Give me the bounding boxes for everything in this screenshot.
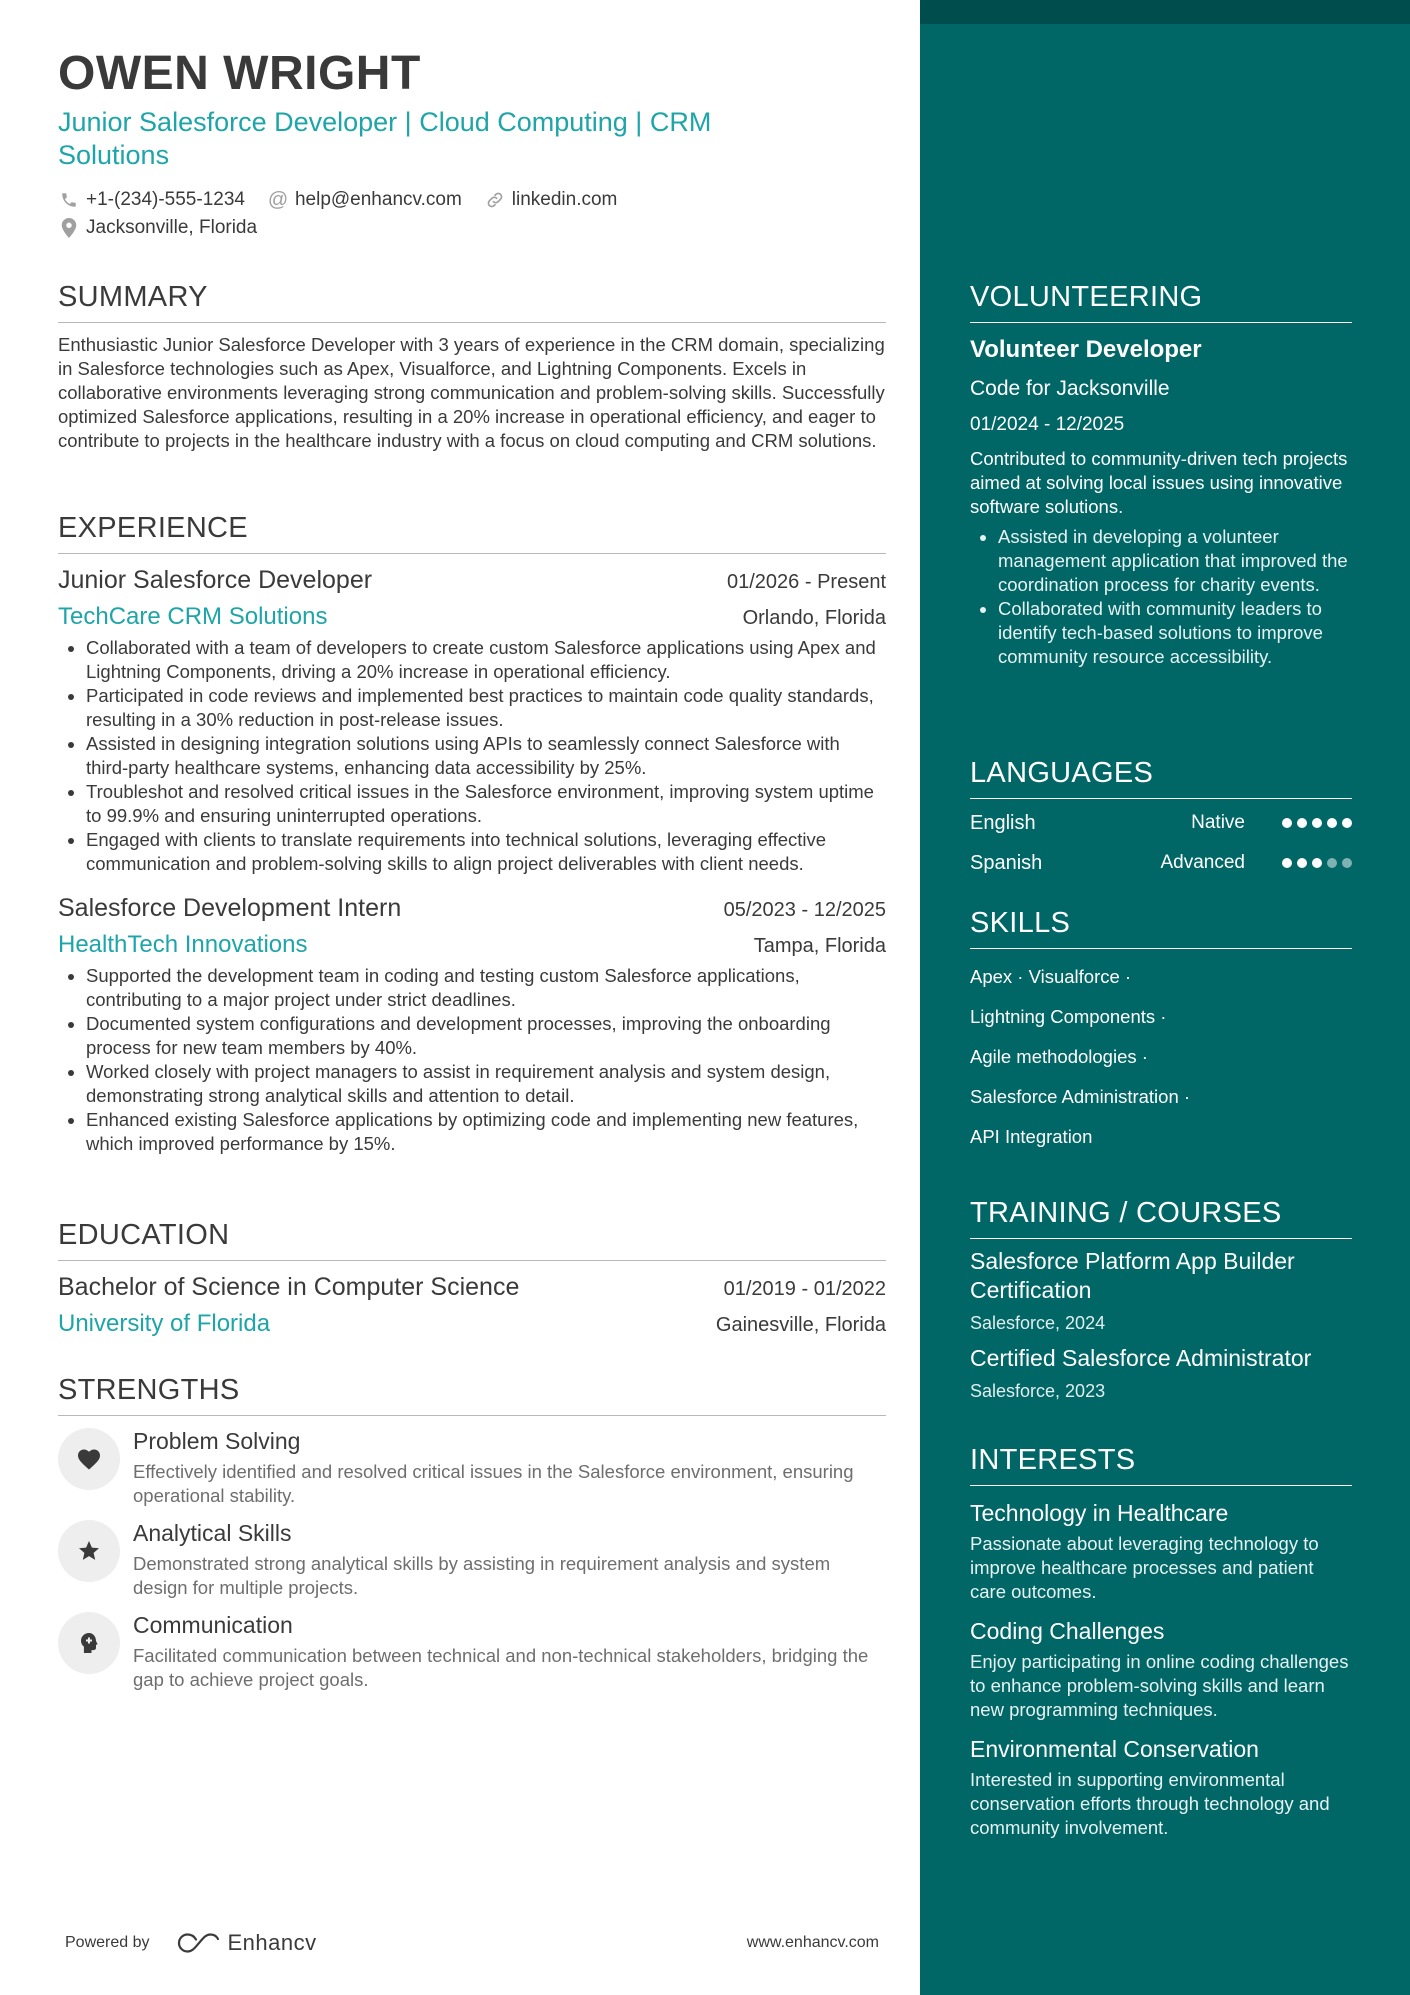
interest-desc: Enjoy participating in online coding challenges to enhance problem-solving skills and learn new programming techniques.: [970, 1651, 1349, 1720]
volunteer-role: Volunteer Developer: [970, 336, 1202, 363]
volunteer-bullet: • Collaborated with community leaders to identify tech-based solutions to improve community resource accessibility.: [998, 597, 1352, 669]
rating-dot-empty: [1327, 858, 1337, 868]
job-bullet: • Documented system configurations and development processes, improving the onboarding process for new team members by 40%.: [86, 1012, 886, 1060]
job-bullet: • Worked closely with project managers to assist in requirement analysis and system design, demonstrating strong analytical skills and attention to detail.: [86, 1060, 886, 1108]
language-name: English: [970, 811, 1036, 834]
summary-title: SUMMARY: [58, 280, 886, 323]
linkedin-contact[interactable]: [484, 189, 618, 211]
job-bullet: • Engaged with clients to translate requirements into technical solutions, leveraging effective communication and problem-solving skills to align project deliverables with client needs.: [86, 828, 886, 876]
rating-dot-filled: [1297, 858, 1307, 868]
job-title: Salesforce Development Intern: [58, 894, 402, 922]
strengths-title: STRENGTHS: [58, 1373, 886, 1416]
head-icon: [58, 1612, 120, 1674]
training-section: [970, 1196, 1352, 1402]
strength-title: Communication: [133, 1612, 293, 1638]
job-title: Junior Salesforce Developer: [58, 566, 373, 594]
skill-line: Agile methodologies ·: [970, 1046, 1148, 1067]
job-bullet: • Troubleshot and resolved critical issues in the Salesforce environment, improving system uptime to 99.9% and ensuring uninterrupted operations.: [86, 780, 886, 828]
volunteering-title: VOLUNTEERING: [970, 280, 1352, 323]
job-bullets: [58, 964, 886, 1156]
strengths-section: [58, 1373, 886, 1692]
phone-text: +1-(234)-555-1234: [86, 189, 245, 210]
contact-info: [58, 186, 886, 242]
enhancv-logo-icon: [176, 1931, 222, 1955]
degree-title: Bachelor of Science in Computer Science: [58, 1273, 520, 1301]
heart-icon: [58, 1428, 120, 1490]
at-sign-icon: @: [267, 188, 289, 211]
location-pin-icon: [58, 217, 80, 239]
location-text: Jacksonville, Florida: [86, 217, 258, 238]
languages-section: [970, 756, 1352, 883]
candidate-headline: Junior Salesforce Developer | Cloud Computing | CRM Solutions: [58, 107, 712, 170]
website-link[interactable]: www.enhancv.com: [746, 1934, 879, 1951]
interests-title: INTERESTS: [970, 1443, 1352, 1486]
school-name: University of Florida: [58, 1310, 271, 1337]
email-text[interactable]: help@enhancv.com: [294, 189, 462, 210]
job-date: 01/2026 - Present: [727, 571, 886, 593]
job-bullet: • Enhanced existing Salesforce applications by optimizing code and implementing new features, which improved performance by 15%.: [86, 1108, 886, 1156]
rating-dot-filled: [1312, 818, 1322, 828]
rating-dot-filled: [1282, 818, 1292, 828]
phone-contact: [58, 189, 245, 211]
footer: [65, 1928, 879, 1958]
header: [58, 48, 886, 242]
interest-title: Coding Challenges: [970, 1618, 1165, 1644]
job-company: TechCare CRM Solutions: [58, 603, 328, 630]
powered-by: [65, 1930, 317, 1956]
language-level: Advanced: [1160, 852, 1245, 873]
summary-section: [58, 280, 886, 453]
job-entry: [58, 564, 886, 876]
skill-line: API Integration: [970, 1126, 1093, 1147]
interest-desc: Interested in supporting environmental conservation efforts through technology and community involvement.: [970, 1769, 1330, 1838]
sidebar: [920, 0, 1410, 1995]
rating-dot-filled: [1282, 858, 1292, 868]
job-location: Tampa, Florida: [753, 935, 886, 957]
language-row: [970, 803, 1352, 843]
experience-title: EXPERIENCE: [58, 511, 886, 554]
volunteer-desc: Contributed to community-driven tech projects aimed at solving local issues using innovative software solutions.: [970, 448, 1348, 517]
strength-desc: Demonstrated strong analytical skills by assisting in requirement analysis and system design for multiple projects.: [133, 1553, 831, 1598]
linkedin-text[interactable]: linkedin.com: [511, 189, 618, 210]
job-bullets: [58, 636, 886, 876]
job-company: HealthTech Innovations: [58, 931, 308, 958]
language-row: [970, 843, 1352, 883]
language-level: Native: [1191, 812, 1245, 833]
volunteer-bullet: • Assisted in developing a volunteer management application that improved the coordination process for charity events.: [998, 525, 1352, 597]
job-bullet: • Collaborated with a team of developers to create custom Salesforce applications using Apex and Lightning Components, driving a 20% increase in operational efficiency.: [86, 636, 886, 684]
skill-line: Apex · Visualforce ·: [970, 966, 1132, 987]
link-icon: [484, 189, 506, 211]
job-bullet: • Participated in code reviews and implemented best practices to maintain code quality standards, resulting in a 30% reduction in post-release issues.: [86, 684, 886, 732]
strength-item: [58, 1610, 886, 1692]
phone-icon: [58, 189, 80, 211]
training-item: [970, 1344, 1352, 1402]
summary-text: Enthusiastic Junior Salesforce Developer with 3 years of experience in the CRM domain, specializing in Salesforce technologies such as Apex, Visualforce, and Lightning Components. Excels in collaborative environments leveraging strong communication and problem-solving skills. Successfully optimized Salesforce applications, resulting in a 20% increase in operational efficiency, and eager to contribute to projects in the healthcare industry with a focus on cloud computing and CRM solutions.: [58, 334, 885, 451]
job-date: 05/2023 - 12/2025: [723, 899, 886, 921]
rating-dot-filled: [1297, 818, 1307, 828]
interests-section: [970, 1443, 1352, 1840]
rating-dot-empty: [1342, 858, 1352, 868]
sidebar-top-band: [920, 0, 1410, 24]
rating-dot-filled: [1327, 818, 1337, 828]
training-provider: Salesforce, 2024: [970, 1313, 1106, 1333]
training-provider: Salesforce, 2023: [970, 1381, 1106, 1401]
interest-item: [970, 1616, 1352, 1722]
language-rating: [1277, 858, 1352, 868]
interest-item: [970, 1498, 1352, 1604]
training-title: TRAINING / COURSES: [970, 1196, 1352, 1239]
volunteering-section: [970, 280, 1352, 669]
strength-desc: Facilitated communication between technical and non-technical stakeholders, bridging the gap to achieve project goals.: [133, 1645, 869, 1690]
star-icon: [58, 1520, 120, 1582]
rating-dot-filled: [1342, 818, 1352, 828]
skill-line: Lightning Components ·: [970, 1006, 1167, 1027]
volunteer-date: 01/2024 - 12/2025: [970, 414, 1125, 435]
interest-title: Environmental Conservation: [970, 1736, 1259, 1762]
skills-section: [970, 906, 1352, 1149]
education-entry: [58, 1271, 886, 1339]
location-contact: [58, 217, 257, 239]
strength-title: Problem Solving: [133, 1428, 301, 1454]
education-title: EDUCATION: [58, 1218, 886, 1261]
training-name: Salesforce Platform App Builder Certification: [970, 1248, 1295, 1303]
school-location: Gainesville, Florida: [715, 1314, 886, 1336]
education-date: 01/2019 - 01/2022: [723, 1278, 886, 1300]
education-section: [58, 1218, 886, 1339]
rating-dot-filled: [1312, 858, 1322, 868]
strength-title: Analytical Skills: [133, 1520, 292, 1546]
training-name: Certified Salesforce Administrator: [970, 1345, 1312, 1371]
interest-title: Technology in Healthcare: [970, 1500, 1229, 1526]
brand-name: Enhancv: [227, 1930, 317, 1955]
job-bullet: • Assisted in designing integration solutions using APIs to seamlessly connect Salesforce with third-party healthcare systems, enhancing data accessibility by 25%.: [86, 732, 886, 780]
languages-title: LANGUAGES: [970, 756, 1352, 799]
strength-desc: Effectively identified and resolved critical issues in the Salesforce environment, ensuring operational stability.: [133, 1461, 854, 1506]
skill-line: Salesforce Administration ·: [970, 1086, 1191, 1107]
powered-by-label: Powered by: [65, 1934, 150, 1951]
skills-title: SKILLS: [970, 906, 1352, 949]
language-name: Spanish: [970, 851, 1043, 874]
experience-section: [58, 511, 886, 1156]
training-item: [970, 1247, 1352, 1334]
job-bullet: • Supported the development team in coding and testing custom Salesforce applications, contributing to a major project under strict deadlines.: [86, 964, 886, 1012]
volunteer-org: Code for Jacksonville: [970, 377, 1170, 400]
interest-desc: Passionate about leveraging technology to improve healthcare processes and patient care outcomes.: [970, 1533, 1319, 1602]
brand-logo[interactable]: [176, 1930, 317, 1956]
candidate-name: OWEN WRIGHT: [58, 47, 421, 100]
email-contact[interactable]: [267, 189, 462, 211]
language-rating: [1277, 818, 1352, 828]
strength-item: [58, 1518, 886, 1600]
strength-item: [58, 1426, 886, 1508]
job-entry: [58, 892, 886, 1156]
interest-item: [970, 1734, 1352, 1840]
volunteer-bullets: [970, 525, 1352, 669]
job-location: Orlando, Florida: [742, 607, 886, 629]
